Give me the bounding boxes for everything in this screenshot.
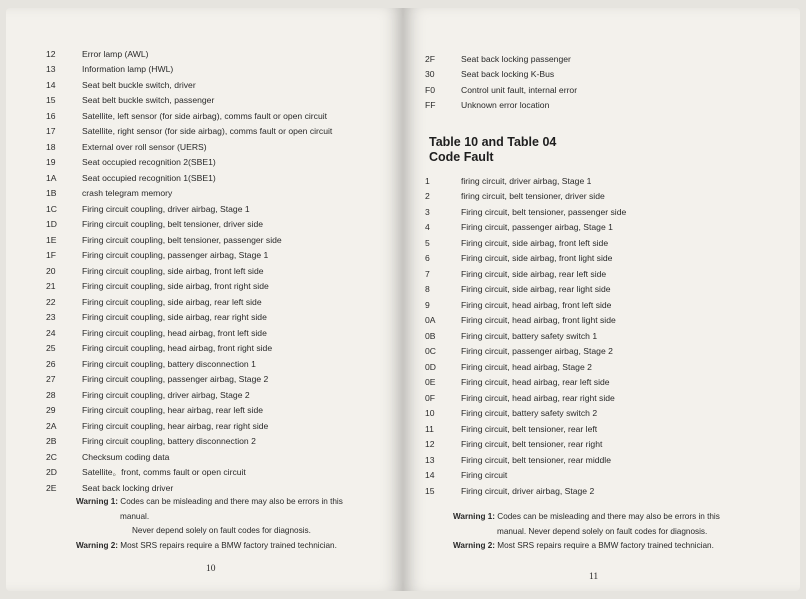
fault-code: 0B [425, 330, 436, 341]
code-row [46, 263, 332, 279]
page-number: 10 [206, 564, 216, 574]
code-row [425, 359, 626, 375]
fault-description: Firing circuit coupling, passenger airbag, Stage 1 [82, 250, 269, 261]
code-row [425, 313, 626, 329]
fault-code: 2F [425, 53, 436, 64]
warning-2-text: Most SRS repairs require a BMW factory trained technician. [120, 540, 337, 550]
code-row [46, 232, 332, 248]
fault-code: 1C [46, 203, 57, 214]
fault-code: 22 [46, 296, 56, 307]
code-row [425, 67, 577, 83]
code-row [425, 421, 626, 437]
fault-code: F0 [425, 84, 436, 95]
fault-code: 13 [425, 454, 435, 465]
code-row [46, 139, 332, 155]
code-row [46, 108, 332, 124]
fault-code: 2E [46, 482, 57, 493]
code-row [46, 77, 332, 93]
code-row [46, 93, 332, 109]
code-row [425, 98, 577, 114]
fault-description: Seat back locking passenger [461, 53, 571, 64]
warning-2 [76, 539, 376, 554]
code-row [46, 248, 332, 264]
fault-description: Seat back locking K-Bus [461, 69, 555, 80]
right-code-list-bottom [425, 173, 626, 499]
fault-description: Seat occupied recognition 2(SBE1) [82, 157, 216, 168]
fault-description: Firing circuit, head airbag, rear right side [461, 392, 615, 403]
fault-code: 24 [46, 327, 56, 338]
fault-code: 13 [46, 64, 56, 75]
fault-description: Firing circuit, passenger airbag, Stage 2 [461, 346, 613, 357]
code-row [425, 406, 626, 422]
fault-code: 7 [425, 268, 430, 279]
code-row [46, 418, 332, 434]
code-row [46, 465, 332, 481]
table-heading-line-1: Table 10 and Table 04 [429, 135, 557, 149]
fault-code: 20 [46, 265, 56, 276]
fault-description: Seat occupied recognition 1(SBE1) [82, 172, 216, 183]
fault-code: 14 [46, 79, 56, 90]
code-row [425, 375, 626, 391]
code-row [46, 403, 332, 419]
code-row [425, 483, 626, 499]
code-row [46, 387, 332, 403]
warning-2-label: Warning 2: [76, 540, 118, 550]
fault-code: 3 [425, 206, 430, 217]
code-row [46, 341, 332, 357]
fault-code: 1B [46, 188, 57, 199]
fault-code: 23 [46, 312, 56, 323]
warning-1-line-2: Never depend solely on fault codes for diagnosis. [132, 526, 311, 535]
code-row [425, 189, 626, 205]
code-row [46, 170, 332, 186]
fault-description: Firing circuit, head airbag, Stage 2 [461, 361, 592, 372]
fault-description: Control unit fault, internal error [461, 84, 578, 95]
fault-description: Error lamp (AWL) [82, 48, 149, 59]
fault-code: 0C [425, 346, 436, 357]
warning-1-text: Codes can be misleading and there may also be errors in this [120, 497, 343, 506]
code-row [46, 449, 332, 465]
left-code-list [46, 46, 332, 496]
code-row [46, 279, 332, 295]
fault-description: Firing circuit coupling, side airbag, front left side [82, 265, 264, 276]
fault-description: Seat belt buckle switch, passenger [82, 95, 215, 106]
fault-description: Firing circuit coupling, head airbag, front left side [82, 327, 267, 338]
fault-description: Firing circuit coupling, driver airbag, Stage 2 [82, 389, 250, 400]
fault-description: Firing circuit coupling, side airbag, rear right side [82, 312, 267, 323]
fault-code: 2A [46, 420, 57, 431]
code-row [425, 82, 577, 98]
fault-description: Firing circuit coupling, hear airbag, rear left side [82, 405, 264, 416]
fault-code: 0E [425, 377, 436, 388]
code-row [46, 310, 332, 326]
fault-code: 8 [425, 284, 430, 295]
code-row [425, 297, 626, 313]
fault-code: 2D [46, 467, 57, 478]
code-row [425, 251, 626, 267]
fault-code: 1D [46, 219, 57, 230]
fault-code: 30 [425, 69, 435, 80]
fault-description: Firing circuit coupling, side airbag, rear left side [82, 296, 262, 307]
code-row [425, 204, 626, 220]
code-row [425, 468, 626, 484]
fault-code: 0F [425, 392, 436, 403]
fault-code: 11 [425, 423, 434, 434]
warning-1 [76, 495, 376, 510]
fault-code: 6 [425, 253, 430, 264]
fault-code: 27 [46, 374, 56, 385]
fault-code: 1F [46, 250, 57, 261]
fault-code: 25 [46, 343, 56, 354]
fault-code: 5 [425, 237, 430, 248]
fault-code: 17 [46, 126, 56, 137]
fault-code: 12 [425, 439, 435, 450]
code-row [425, 437, 626, 453]
table-heading [429, 135, 556, 165]
fault-description: Satellite, right sensor (for side airbag), comms fault or open circuit [82, 126, 333, 137]
fault-description: Firing circuit, head airbag, front light side [461, 315, 616, 326]
warning-1-label: Warning 1: [453, 512, 495, 521]
fault-code: 15 [425, 485, 435, 496]
left-warnings [76, 495, 376, 553]
fault-description: Firing circuit coupling, side airbag, front right side [82, 281, 269, 292]
warning-1-continuation: manual. [120, 511, 150, 521]
page-number: 11 [589, 572, 599, 582]
fault-code: FF [425, 100, 436, 111]
fault-description: Satellite。front, comms fault or open circuit [82, 467, 246, 478]
fault-description: Firing circuit coupling, hear airbag, rear right side [82, 420, 269, 431]
code-row [46, 217, 332, 233]
fault-code: 1A [46, 172, 57, 183]
fault-code: 0A [425, 315, 436, 326]
fault-description: Firing circuit, side airbag, front left side [461, 237, 609, 248]
fault-code: 9 [425, 299, 430, 310]
fault-description: Firing circuit, head airbag, rear left side [461, 377, 610, 388]
fault-description: firing circuit, driver airbag, Stage 1 [461, 175, 592, 186]
code-row [46, 480, 332, 496]
warning-1-label: Warning 1: [76, 497, 118, 506]
code-row [46, 434, 332, 450]
code-row [46, 201, 332, 217]
fault-code: 28 [46, 389, 56, 400]
fault-description: Firing circuit coupling, passenger airbag, Stage 2 [82, 374, 269, 385]
fault-description: Unknown error location [461, 100, 550, 111]
fault-code: 1 [425, 175, 430, 186]
code-row [46, 294, 332, 310]
fault-description: Firing circuit, belt tensioner, rear middle [461, 454, 611, 465]
fault-code: 29 [46, 405, 56, 416]
fault-description: Checksum coding data [82, 451, 170, 462]
fault-description: Firing circuit, head airbag, front left side [461, 299, 612, 310]
warning-2-label: Warning 2: [453, 541, 495, 550]
code-row [46, 356, 332, 372]
fault-description: Firing circuit, side airbag, front light side [461, 253, 613, 264]
code-row [46, 372, 332, 388]
right-warnings [453, 510, 773, 554]
fault-code: 10 [425, 408, 435, 419]
table-heading-line-2: Code Fault [429, 150, 494, 164]
fault-description: Seat belt buckle switch, driver [82, 79, 196, 90]
fault-description: Firing circuit coupling, battery disconnection 1 [82, 358, 256, 369]
fault-description: Firing circuit, battery safety switch 2 [461, 408, 598, 419]
fault-description: firing circuit, belt tensioner, driver side [461, 191, 605, 202]
right-code-list-top [425, 51, 577, 113]
fault-code: 18 [46, 141, 56, 152]
fault-description: crash telegram memory [82, 188, 173, 199]
fault-description: Firing circuit, side airbag, rear left side [461, 268, 607, 279]
code-row [46, 62, 332, 78]
code-row [425, 390, 626, 406]
code-row [425, 344, 626, 360]
fault-description: Firing circuit, driver airbag, Stage 2 [461, 485, 595, 496]
code-row [425, 173, 626, 189]
warning-1-line-2: manual. Never depend solely on fault codes for diagnosis. [497, 526, 708, 536]
fault-code: 14 [425, 470, 435, 481]
fault-code: 12 [46, 48, 56, 59]
fault-code: 2 [425, 191, 430, 202]
fault-description: Satellite, left sensor (for side airbag), comms fault or open circuit [82, 110, 328, 121]
code-row [425, 282, 626, 298]
right-page [403, 8, 800, 591]
fault-code: 26 [46, 358, 56, 369]
fault-code: 15 [46, 95, 56, 106]
warning-1 [453, 510, 773, 525]
fault-description: Firing circuit, passenger airbag, Stage 1 [461, 222, 613, 233]
fault-description: Information lamp (HWL) [82, 64, 174, 75]
fault-code: 2B [46, 436, 57, 447]
code-row [46, 124, 332, 140]
fault-code: 21 [46, 281, 56, 292]
fault-code: 1E [46, 234, 57, 245]
fault-code: 16 [46, 110, 56, 121]
fault-description: Firing circuit coupling, driver airbag, Stage 1 [82, 203, 250, 214]
fault-description: External over roll sensor (UERS) [82, 141, 207, 152]
code-row [425, 235, 626, 251]
fault-code: 0D [425, 361, 436, 372]
fault-description: Seat back locking driver [82, 482, 174, 493]
code-row [46, 155, 332, 171]
code-row [46, 46, 332, 62]
fault-description: Firing circuit, side airbag, rear light side [461, 284, 611, 295]
fault-code: 4 [425, 222, 430, 233]
fault-description: Firing circuit, belt tensioner, rear left [461, 423, 598, 434]
code-row [46, 186, 332, 202]
fault-description: Firing circuit coupling, belt tensioner, passenger side [82, 234, 282, 245]
code-row [425, 51, 577, 67]
code-row [425, 266, 626, 282]
code-row [46, 325, 332, 341]
code-row [425, 220, 626, 236]
warning-2-text: Most SRS repairs require a BMW factory trained technician. [497, 541, 714, 550]
fault-description: Firing circuit coupling, head airbag, front right side [82, 343, 273, 354]
code-row [425, 328, 626, 344]
fault-description: Firing circuit coupling, belt tensioner, driver side [82, 219, 264, 230]
fault-code: 2C [46, 451, 57, 462]
code-row [425, 452, 626, 468]
fault-description: Firing circuit [461, 470, 508, 481]
left-page [6, 8, 403, 591]
fault-code: 19 [46, 157, 56, 168]
warning-1-text: Codes can be misleading and there may also be errors in this [497, 512, 720, 521]
fault-description: Firing circuit coupling, battery disconnection 2 [82, 436, 256, 447]
fault-description: Firing circuit, belt tensioner, passenger side [461, 206, 627, 217]
warning-2 [453, 539, 773, 554]
fault-description: Firing circuit, belt tensioner, rear right [461, 439, 603, 450]
fault-description: Firing circuit, battery safety switch 1 [461, 330, 598, 341]
